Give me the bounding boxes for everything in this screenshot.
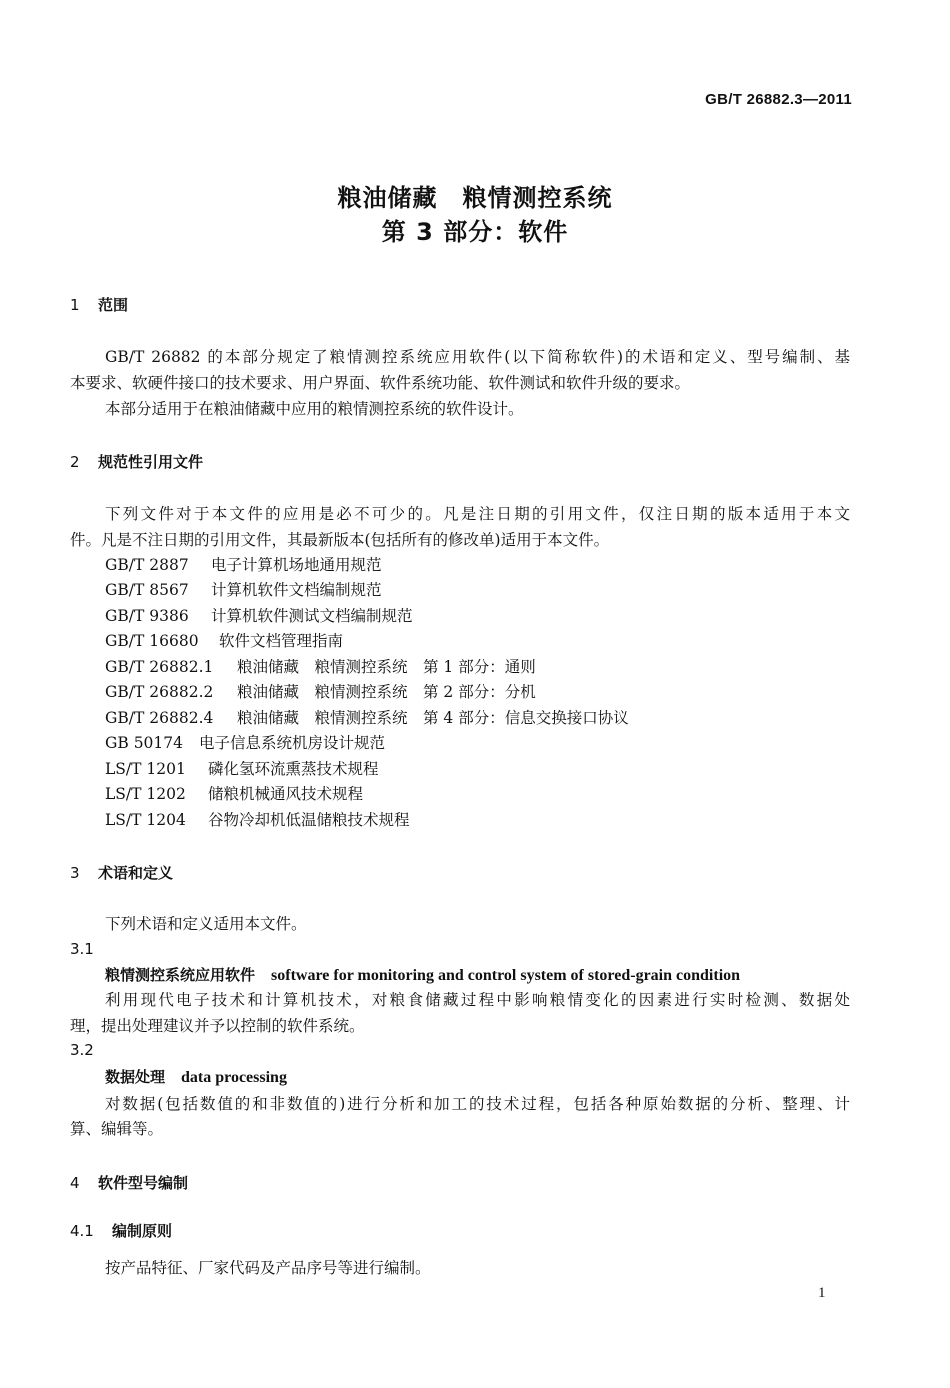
section-2-heading bbox=[70, 451, 203, 472]
reference-title: 计算机软件测试文档编制规范 bbox=[211, 607, 413, 625]
reference-code: GB/T 26882.4 bbox=[105, 709, 214, 727]
term-definition-line-1: 利用现代电子技术和计算机技术，对粮食储藏过程中影响粮情变化的因素进行实时检测、数据处 bbox=[105, 991, 850, 1009]
section-3-heading bbox=[70, 862, 173, 883]
subsection-4-1-heading bbox=[70, 1220, 172, 1241]
reference-code: LS/T 1204 bbox=[105, 811, 186, 829]
term-heading bbox=[105, 964, 740, 985]
reference-item bbox=[105, 731, 385, 757]
term-heading bbox=[105, 1066, 287, 1087]
reference-title: 电子计算机场地通用规范 bbox=[211, 556, 382, 574]
section-title: 软件型号编制 bbox=[98, 1174, 189, 1192]
term-number: 3.2 bbox=[70, 1041, 94, 1059]
term-definition-line-2: 算、编辑等。 bbox=[70, 1120, 164, 1138]
section-4-heading bbox=[70, 1172, 188, 1193]
reference-title: 谷物冷却机低温储粮技术规程 bbox=[208, 811, 410, 829]
reference-title: 粮油储藏 粮情测控系统 第 1 部分：通则 bbox=[237, 658, 536, 676]
reference-title: 粮油储藏 粮情测控系统 第 4 部分：信息交换接口协议 bbox=[237, 709, 629, 727]
section-title: 范围 bbox=[98, 296, 129, 314]
reference-title: 电子信息系统机房设计规范 bbox=[199, 734, 386, 752]
reference-item bbox=[105, 808, 410, 834]
reference-title: 粮油储藏 粮情测控系统 第 2 部分：分机 bbox=[237, 683, 536, 701]
page-number: 1 bbox=[818, 1285, 826, 1301]
terms-intro: 下列术语和定义适用本文件。 bbox=[105, 915, 307, 933]
section-number: 2 bbox=[70, 453, 80, 471]
reference-title: 软件文档管理指南 bbox=[219, 632, 344, 650]
section-number: 3 bbox=[70, 864, 80, 882]
reference-item bbox=[105, 629, 343, 655]
term-chinese: 粮情测控系统应用软件 bbox=[105, 966, 256, 984]
reference-title: 磷化氢环流熏蒸技术规程 bbox=[208, 760, 379, 778]
standard-code: GB/T 26882.3—2011 bbox=[705, 91, 852, 108]
reference-item bbox=[105, 578, 382, 604]
reference-item bbox=[105, 604, 413, 630]
reference-code: GB 50174 bbox=[105, 734, 184, 752]
reference-code: GB/T 9386 bbox=[105, 607, 189, 625]
reference-title: 计算机软件文档编制规范 bbox=[211, 581, 382, 599]
section-title: 术语和定义 bbox=[98, 864, 174, 882]
reference-item bbox=[105, 782, 363, 808]
reference-item bbox=[105, 757, 379, 783]
reference-code: LS/T 1201 bbox=[105, 760, 186, 778]
reference-item bbox=[105, 706, 629, 732]
reference-code: LS/T 1202 bbox=[105, 785, 186, 803]
reference-item bbox=[105, 655, 536, 681]
reference-item bbox=[105, 680, 536, 706]
subsection-number: 4.1 bbox=[70, 1222, 94, 1240]
reference-code: GB/T 8567 bbox=[105, 581, 189, 599]
scope-applicability: 本部分适用于在粮油储藏中应用的粮情测控系统的软件设计。 bbox=[105, 400, 524, 418]
references-intro-line-1: 下列文件对于本文件的应用是必不可少的。凡是注日期的引用文件，仅注日期的版本适用于本文 bbox=[105, 505, 850, 523]
references-intro-line-2: 件。凡是不注日期的引用文件，其最新版本(包括所有的修改单)适用于本文件。 bbox=[70, 531, 610, 549]
term-number: 3.1 bbox=[70, 940, 94, 958]
reference-code: GB/T 26882.2 bbox=[105, 683, 214, 701]
scope-paragraph-line-1: GB/T 26882 的本部分规定了粮情测控系统应用软件(以下简称软件)的术语和定义、型号编制、基 bbox=[105, 348, 850, 366]
term-chinese: 数据处理 bbox=[105, 1068, 166, 1086]
reference-title: 储粮机械通风技术规程 bbox=[208, 785, 364, 803]
subsection-title: 编制原则 bbox=[112, 1222, 173, 1240]
reference-code: GB/T 26882.1 bbox=[105, 658, 214, 676]
section-number: 1 bbox=[70, 296, 80, 314]
document-subtitle: 第 3 部分：软件 bbox=[381, 218, 569, 246]
section-title: 规范性引用文件 bbox=[98, 453, 204, 471]
document-title: 粮油储藏 粮情测控系统 bbox=[337, 184, 613, 212]
scope-paragraph-line-2: 本要求、软硬件接口的技术要求、用户界面、软件系统功能、软件测试和软件升级的要求。 bbox=[70, 374, 691, 392]
subsection-text: 按产品特征、厂家代码及产品序号等进行编制。 bbox=[105, 1259, 431, 1277]
term-english: data processing bbox=[181, 1069, 287, 1086]
term-english: software for monitoring and control system of stored-grain condition bbox=[271, 967, 741, 984]
reference-code: GB/T 16680 bbox=[105, 632, 199, 650]
section-1-heading bbox=[70, 294, 128, 315]
reference-code: GB/T 2887 bbox=[105, 556, 189, 574]
term-definition-line-2: 理，提出处理建议并予以控制的软件系统。 bbox=[70, 1017, 365, 1035]
term-definition-line-1: 对数据(包括数值的和非数值的)进行分析和加工的技术过程，包括各种原始数据的分析、整理、计 bbox=[105, 1095, 850, 1113]
reference-item bbox=[105, 553, 382, 579]
section-number: 4 bbox=[70, 1174, 80, 1192]
